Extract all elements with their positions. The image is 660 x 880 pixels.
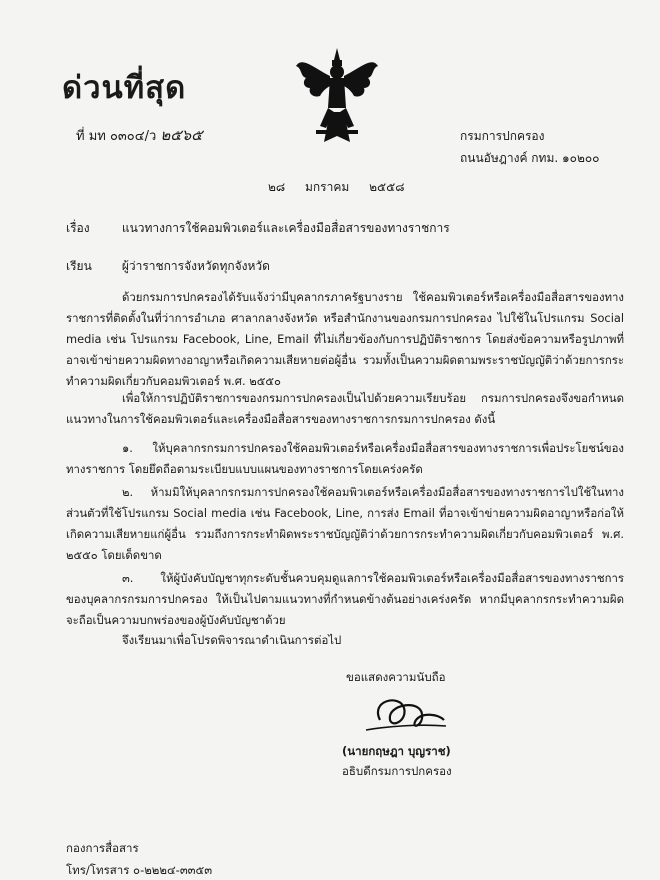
document-number: [76, 123, 203, 147]
subject-text: แนวทางการใช้คอมพิวเตอร์และเครื่องมือสื่อสารของทางราชการ: [121, 221, 450, 235]
subject-label: เรื่อง: [66, 221, 90, 235]
regards-text: ขอแสดงความนับถือ: [346, 670, 446, 684]
guideline-item-1: ๑. ให้บุคลากรกรมการปกครองใช้คอมพิวเตอร์หรือเครื่องมือสื่อสารของทางราชการเพื่อประโยชน์ของทางราชการ โดยยึดถือตามระเบียบแบบแผนของทางราชการโดยเคร่งครัด: [66, 441, 624, 476]
document-date: [268, 178, 420, 197]
date-day: ๒๘: [268, 180, 286, 194]
issuing-office: กองการสื่อสาร: [66, 841, 139, 855]
closing-sentence: จึงเรียนมาเพื่อโปรดพิจารณาดำเนินการต่อไป: [122, 633, 342, 647]
urgency-title: ด่วนที่สุด: [62, 70, 187, 106]
guideline-item-3: ๓. ให้ผู้บังคับบัญชาทุกระดับชั้นควบคุมดูแลการใช้คอมพิวเตอร์หรือเครื่องมือสื่อสารของทางราชการ ของบุคลากรกรมการปกครอง ให้เป็นไปตามแนวทางที่กำหนดข้างต้นอย่างเคร่งครัด หากมีบุคลากรกระทำความผิด จะถือเป็นความบกพร่องของผู้บังคับบัญชาด้วย: [66, 571, 624, 627]
date-year: ๒๕๕๘: [369, 180, 405, 194]
body-paragraph-1: ด้วยกรมการปกครองได้รับแจ้งว่ามีบุคลากรภาครัฐบางราย ใช้คอมพิวเตอร์หรือเครื่องมือสื่อสารของทางราชการที่ติดตั้งในที่ว่าการอำเภอ ศาลากลางจังหวัด หรือสำนักงานของกรมการปกครอง ไปใช้ในโปรแกรม Social media เช่น โปรแกรม Facebook, Line, Email ที่ไม่เกี่ยวข้องกับการปฏิบัติราชการ โดยส่งข้อความหรือรูปภาพที่อาจเข้าข่ายความผิดทางอาญาหรือเกิดความเสียหายต่อผู้อื่น รวมทั้งเป็นความผิดตามพระราชบัญญัติว่าด้วยการกระทำความผิดเกี่ยวกับคอมพิวเตอร์ พ.ศ. ๒๕๕๐: [66, 290, 624, 388]
subject-line: [66, 219, 450, 238]
date-month: มกราคม: [305, 180, 350, 194]
recipient-text: ผู้ว่าราชการจังหวัดทุกจังหวัด: [121, 259, 270, 273]
body-paragraph-2: เพื่อให้การปฏิบัติราชการของกรมการปกครองเป็นไปด้วยความเรียบร้อย กรมการปกครองจึงขอกำหนดแนวทางในการใช้คอมพิวเตอร์และเครื่องมือสื่อสารของทางราชการกรมการปกครอง ดังนี้: [66, 391, 624, 426]
handwritten-signature: [360, 690, 450, 740]
document-number-prefix: ที่ มท ๐๓๐๔/ว: [76, 129, 157, 144]
department-address: ถนนอัษฎางค์ กทม. ๑๐๒๐๐: [460, 151, 600, 165]
recipient-label: เรียน: [66, 259, 92, 273]
document-number-handwritten: ๒๕๖๕: [160, 126, 203, 144]
guideline-item-2: ๒. ห้ามมิให้บุคลากรกรมการปกครองใช้คอมพิวเตอร์หรือเครื่องมือสื่อสารของทางราชการไปใช้ในทางส่วนตัวที่ใช้โปรแกรม Social media เช่น Facebook, Line, การส่ง Email ที่อาจเข้าข่ายความผิดอาญาหรือก่อให้เกิดความเสียหายแก่ผู้อื่น รวมถึงการกระทำผิดพระราชบัญญัติว่าด้วยการกระทำความผิดเกี่ยวกับคอมพิวเตอร์ พ.ศ. ๒๕๕๐ โดยเด็ดขาด: [66, 485, 624, 562]
signer-title: อธิบดีกรมการปกครอง: [342, 764, 452, 778]
recipient-line: [66, 257, 270, 276]
garuda-emblem-icon: [294, 46, 380, 150]
contact-phone: โทร/โทรสาร ๐-๒๒๒๔-๓๓๕๓: [66, 863, 213, 877]
department-name: กรมการปกครอง: [460, 129, 545, 143]
signer-name: (นายกฤษฎา บุญราช): [342, 744, 451, 758]
